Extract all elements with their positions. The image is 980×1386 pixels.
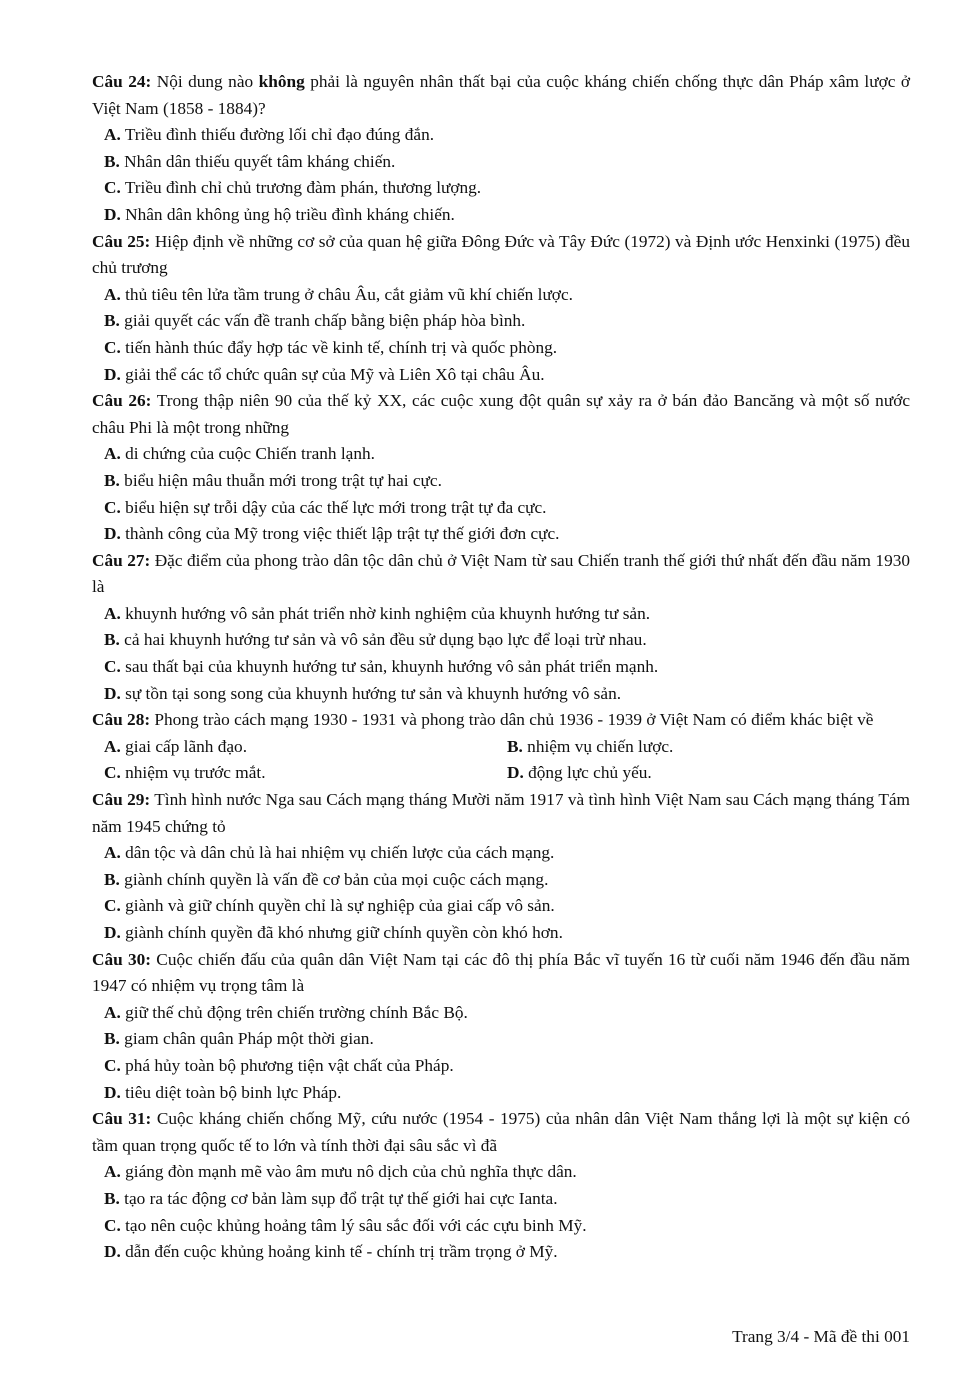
option-a: A. di chứng của cuộc Chiến tranh lạnh.: [104, 444, 375, 464]
question-number: Câu 24:: [92, 72, 152, 91]
option-c: C. biểu hiện sự trỗi dậy của các thế lực mới trong trật tự đa cực.: [104, 497, 547, 517]
question-stem: Câu 28: Phong trào cách mạng 1930 - 1931 và phong trào dân chủ 1936 - 1939 ở Việt Nam có điểm khác biệt về: [92, 710, 874, 730]
question-stem: Câu 25: Hiệp định về những cơ sở của quan hệ giữa Đông Đức và Tây Đức (1972) và Định ước Henxinki (1975) đều chủ trương: [92, 231, 910, 278]
question-stem: Câu 30: Cuộc chiến đấu của quân dân Việt Nam tại các đô thị phía Bắc vĩ tuyến 16 từ cuối năm 1946 đến đầu năm 1947 có nhiệm vụ trọng tâm là: [92, 949, 910, 996]
question-31: [92, 1106, 910, 1266]
question-28: [92, 707, 910, 787]
option-c: C. tiến hành thúc đẩy hợp tác về kinh tế, chính trị và quốc phòng.: [104, 337, 558, 357]
question-number: Câu 30:: [92, 949, 152, 969]
question-stem: Câu 27: Đặc điểm của phong trào dân tộc dân chủ ở Việt Nam từ sau Chiến tranh thế giới thứ nhất đến đầu năm 1930 là: [92, 550, 910, 597]
option-b: B. giam chân quân Pháp một thời gian.: [104, 1029, 374, 1049]
question-27: [92, 548, 910, 708]
option-b: B. giải quyết các vấn đề tranh chấp bằng biện pháp hòa bình.: [104, 311, 526, 331]
question-number: Câu 25:: [92, 231, 151, 251]
option-b: B. nhiệm vụ chiến lược.: [507, 736, 674, 756]
emphasis-text: không: [258, 72, 305, 91]
option-b: B. giành chính quyền là vấn đề cơ bản của mọi cuộc cách mạng.: [104, 869, 549, 889]
question-number: Câu 28:: [92, 710, 151, 730]
question-25: [92, 229, 910, 389]
option-d: D. thành công của Mỹ trong việc thiết lập trật tự thế giới đơn cực.: [104, 524, 560, 544]
question-number: Câu 27:: [92, 550, 151, 570]
question-stem: Câu 26: Trong thập niên 90 của thế kỷ XX, các cuộc xung đột quân sự xảy ra ở bán đảo Bancăng và một số nước châu Phi là một trong những: [92, 391, 910, 437]
page-footer: Trang 3/4 - Mã đề thi 001: [732, 1327, 910, 1346]
option-b: B. tạo ra tác động cơ bản làm sụp đổ trật tự thế giới hai cực Ianta.: [104, 1188, 558, 1208]
option-d: D. giành chính quyền đã khó nhưng giữ chính quyền còn khó hơn.: [104, 923, 563, 942]
option-a: A. dân tộc và dân chủ là hai nhiệm vụ chiến lược của cách mạng.: [104, 843, 555, 863]
option-a: A. giữ thế chủ động trên chiến trường chính Bắc Bộ.: [104, 1002, 468, 1022]
question-stem: Câu 29: Tình hình nước Nga sau Cách mạng tháng Mười năm 1917 và tình hình Việt Nam sau Cách mạng tháng Tám năm 1945 chứng tỏ: [92, 790, 910, 836]
option-c: C. giành và giữ chính quyền chỉ là sự nghiệp của giai cấp vô sản.: [104, 896, 555, 916]
question-30: [92, 947, 910, 1107]
question-stem: Câu 31: Cuộc kháng chiến chống Mỹ, cứu nước (1954 - 1975) của nhân dân Việt Nam thắng lợi là một sự kiện có tầm quan trọng quốc tế to lớn và tính thời đại sâu sắc vì đã: [92, 1109, 910, 1155]
question-number: Câu 31:: [92, 1109, 152, 1129]
option-d: D. giải thể các tổ chức quân sự của Mỹ và Liên Xô tại châu Âu.: [104, 364, 545, 384]
option-d: D. dẫn đến cuộc khủng hoảng kinh tế - chính trị trầm trọng ở Mỹ.: [104, 1242, 558, 1262]
option-d: D. sự tồn tại song song của khuynh hướng tư sản và khuynh hướng vô sản.: [104, 683, 622, 703]
option-b: B. biểu hiện mâu thuẫn mới trong trật tự hai cực.: [104, 470, 442, 490]
option-row: [104, 760, 910, 787]
option-b: B. cả hai khuynh hướng tư sản và vô sản đều sử dụng bạo lực để loại trừ nhau.: [104, 630, 647, 650]
option-a: A. thủ tiêu tên lửa tầm trung ở châu Âu, cắt giảm vũ khí chiến lược.: [104, 284, 573, 304]
question-stem: Câu 24: Nội dung nào không phải là nguyên nhân thất bại của cuộc kháng chiến chống thực dân Pháp xâm lược ở Việt Nam (1858 - 1884)?: [92, 72, 911, 118]
question-number: Câu 26:: [92, 391, 152, 411]
option-a: A. khuynh hướng vô sản phát triển nhờ kinh nghiệm của khuynh hướng tư sản.: [104, 603, 651, 623]
option-c: C. sau thất bại của khuynh hướng tư sản, khuynh hướng vô sản phát triển mạnh.: [104, 657, 659, 677]
option-d: D. Nhân dân không ủng hộ triều đình kháng chiến.: [104, 204, 455, 224]
question-26: [92, 388, 910, 548]
question-number: Câu 29:: [92, 790, 151, 810]
question-29: [92, 787, 910, 947]
exam-page: [92, 69, 910, 1266]
option-c: C. tạo nên cuộc khủng hoảng tâm lý sâu sắc đối với các cựu binh Mỹ.: [104, 1215, 587, 1235]
option-row: [104, 734, 910, 761]
option-d: D. động lực chủ yếu.: [507, 763, 652, 783]
question-24: [92, 69, 910, 229]
option-d: D. tiêu diệt toàn bộ binh lực Pháp.: [104, 1082, 342, 1102]
option-a: A. Triều đình thiếu đường lối chỉ đạo đúng đắn.: [104, 125, 435, 145]
option-a: A. giáng đòn mạnh mẽ vào âm mưu nô dịch của chủ nghĩa thực dân.: [104, 1162, 577, 1182]
option-a: A. giai cấp lãnh đạo.: [104, 736, 248, 756]
option-c: C. phá hủy toàn bộ phương tiện vật chất của Pháp.: [104, 1055, 454, 1075]
option-c: C. Triều đình chỉ chủ trương đàm phán, thương lượng.: [104, 178, 482, 198]
option-b: B. Nhân dân thiếu quyết tâm kháng chiến.: [104, 151, 396, 171]
option-c: C. nhiệm vụ trước mắt.: [104, 763, 266, 783]
